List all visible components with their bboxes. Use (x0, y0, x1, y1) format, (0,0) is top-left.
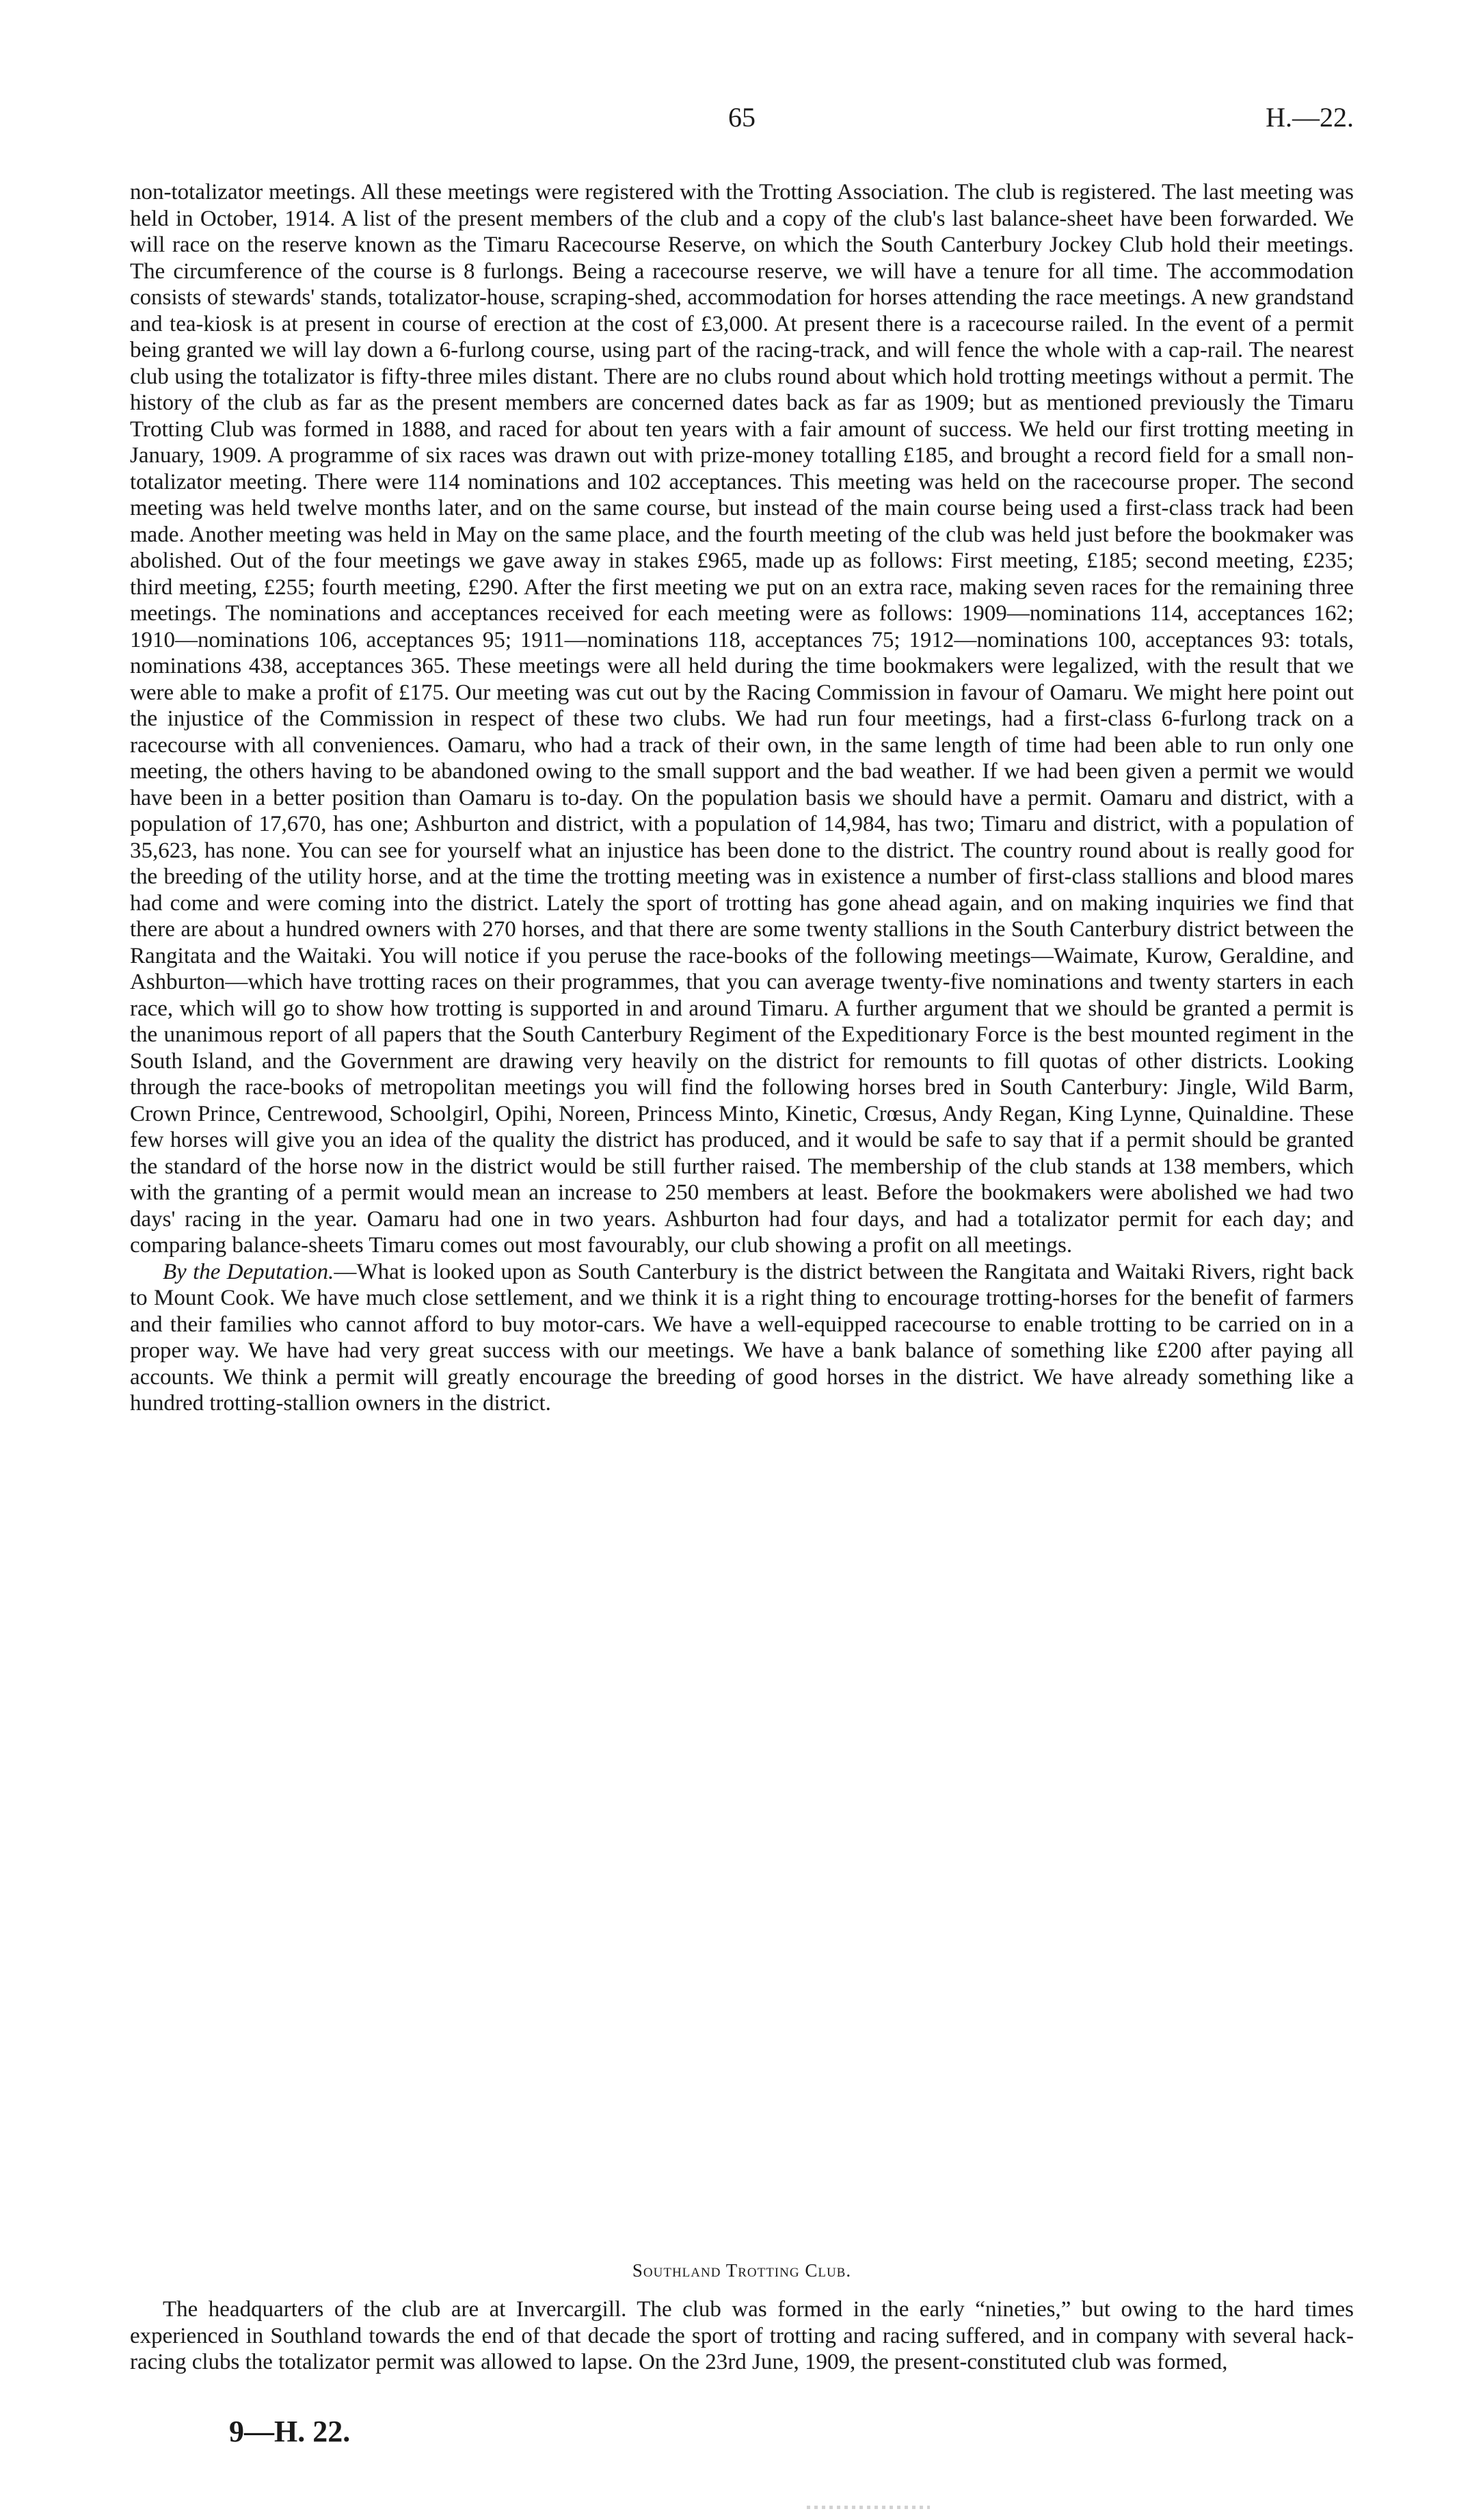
paragraph-timaru-statement: non-totalizator meetings. All these meetings were registered with the Trotting Association. The club is registered. The last meeting was held in October, 1914. A list of the present members of the club and a copy of the club's last balance-sheet have been forwarded. We will race on the reserve known as the Timaru Racecourse Reserve, on which the South Canterbury Jockey Club hold their meetings. The circumference of the course is 8 furlongs. Being a racecourse reserve, we will have a tenure for all time. The accommodation consists of stewards' stands, totalizator-house, scraping-shed, accommodation for horses attending the race meetings. A new grandstand and tea-kiosk is at present in course of erection at the cost of £3,000. At present there is a racecourse railed. In the event of a permit being granted we will lay down a 6-furlong course, using part of the racing-track, and will fence the whole with a cap-rail. The nearest club using the totalizator is fifty-three miles distant. There are no clubs round about which hold trotting meetings without a permit. The history of the club as far as the present members are concerned dates back as far as 1909; but as mentioned previously the Timaru Trotting Club was formed in 1888, and raced for about ten years with a fair amount of success. We held our first trotting meeting in January, 1909. A programme of six races was drawn out with prize-money totalling £185, and brought a record field for a small non-totalizator meeting. There were 114 nominations and 102 acceptances. This meeting was held on the racecourse proper. The second meeting was held twelve months later, and on the same course, but instead of the main course being used a first-class track had been made. Another meeting was held in May on the same place, and the fourth meeting of the club was held just before the bookmaker was abolished. Out of the four meetings we gave away in stakes £965, made up as follows: First meeting, £185; second meeting, £235; third meeting, £255; fourth meeting, £290. After the first meeting we put on an extra race, making seven races for the remaining three meetings. The nominations and acceptances received for each meeting were as follows: 1909—nominations 114, acceptances 162; 1910—nominations 106, acceptances 95; 1911—nominations 118, acceptances 75; 1912—nominations 100, acceptances 93: totals, nominations 438, acceptances 365. These meetings were all held during the time bookmakers were legalized, with the result that we were able to make a profit of £175. Our meeting was cut out by the Racing Commission in favour of Oamaru. We might here point out the injustice of the Commission in respect of these two clubs. We had run four meetings, had a first-class 6-furlong track on a racecourse with all conveniences. Oamaru, who had a track of their own, in the same length of time had been able to run only one meeting, the others having to be abandoned owing to the small support and the bad weather. If we had been given a permit we would have been in a better position than Oamaru is to-day. On the population basis we should have a permit. Oamaru and district, with a population of 17,670, has one; Ashburton and district, with a population of 14,984, has two; Timaru and district, with a population of 35,623, has none. You can see for yourself what an injustice has been done to the district. The country round about is really good for the breeding of the utility horse, and at the time the trotting meeting was in existence a number of first-class stallions and blood mares had come and were coming into the district. Lately the sport of trotting has gone ahead again, and on making inquiries we find that there are about a hundred owners with 270 horses, and that there are some twenty stallions in the South Canterbury district between the Rangitata and the Waitaki. You will notice if you peruse the race-books of the following meetings—Waimate, Kurow, Geraldine, and Ashburton—which have trotting races on their programmes, that you can average twenty-five nominations and twenty starters in each race, which will go to show how trotting is supported in and around Timaru. A further argument that we should be granted a permit is the unanimous report of all papers that the South Canterbury Regiment of the Expeditionary Force is the best mounted regiment in the South Island, and the Government are drawing very heavily on the district for remounts to fill quotas of other districts. Looking through the race-books of metropolitan meetings you will find the following horses bred in South Canterbury: Jingle, Wild Barm, Crown Prince, Centrewood, Schoolgirl, Opihi, Noreen, Princess Minto, Kinetic, Crœsus, Andy Regan, King Lynne, Quinaldine. These few horses will give you an idea of the quality the district has produced, and it would be safe to say that if a permit should be granted the standard of the horse now in the district would be still further raised. The membership of the club stands at 138 members, which with the granting of a permit would mean an increase to 250 members at least. Before the bookmakers were abolished we had two days' racing in the year. Oamaru had one in two years. Ashburton had four days, and had a totalizator permit for each day; and comparing balance-sheets Timaru comes out most favourably, our club showing a profit on all meetings. (130, 180, 1354, 1258)
main-text-block (130, 179, 1354, 1417)
deputation-text: —What is looked upon as South Canterbury is the district between the Rangitata and Waitaki Rivers, right back to Mount Cook. We have much close settlement, and we think it is a right thing to encourage trotting-horses for the benefit of farmers and their families who cannot afford to buy motor-cars. We have a well-equipped racecourse to enable trotting to be carried on in a proper way. We have had very great success with our meetings. We have a bank balance of something like £200 after paying all accounts. We think a permit will greatly encourage the breeding of good horses in the district. We have already something like a hundred trotting-stallion owners in the district. (130, 1259, 1354, 1416)
section-heading: Southland Trotting Club. (632, 2260, 852, 2281)
print-smudge (807, 2506, 930, 2509)
page-header (130, 101, 1354, 142)
section-text-block (130, 2296, 1354, 2376)
page-number: 65 (728, 102, 756, 133)
signature-mark: 9—H. 22. (229, 2415, 351, 2448)
document-reference: H.—22. (1266, 102, 1354, 133)
paragraph-southland: The headquarters of the club are at Invercargill. The club was formed in the early “nineties,” but owing to the hard times experienced in Southland towards the end of that decade the sport of trotting and racing suffered, and in company with several hack-racing clubs the totalizator permit was allowed to lapse. On the 23rd June, 1909, the present-constituted club was formed, (130, 2297, 1354, 2374)
speaker-label: By the Deputation. (163, 1259, 334, 1284)
paragraph-deputation (130, 1259, 1354, 1417)
